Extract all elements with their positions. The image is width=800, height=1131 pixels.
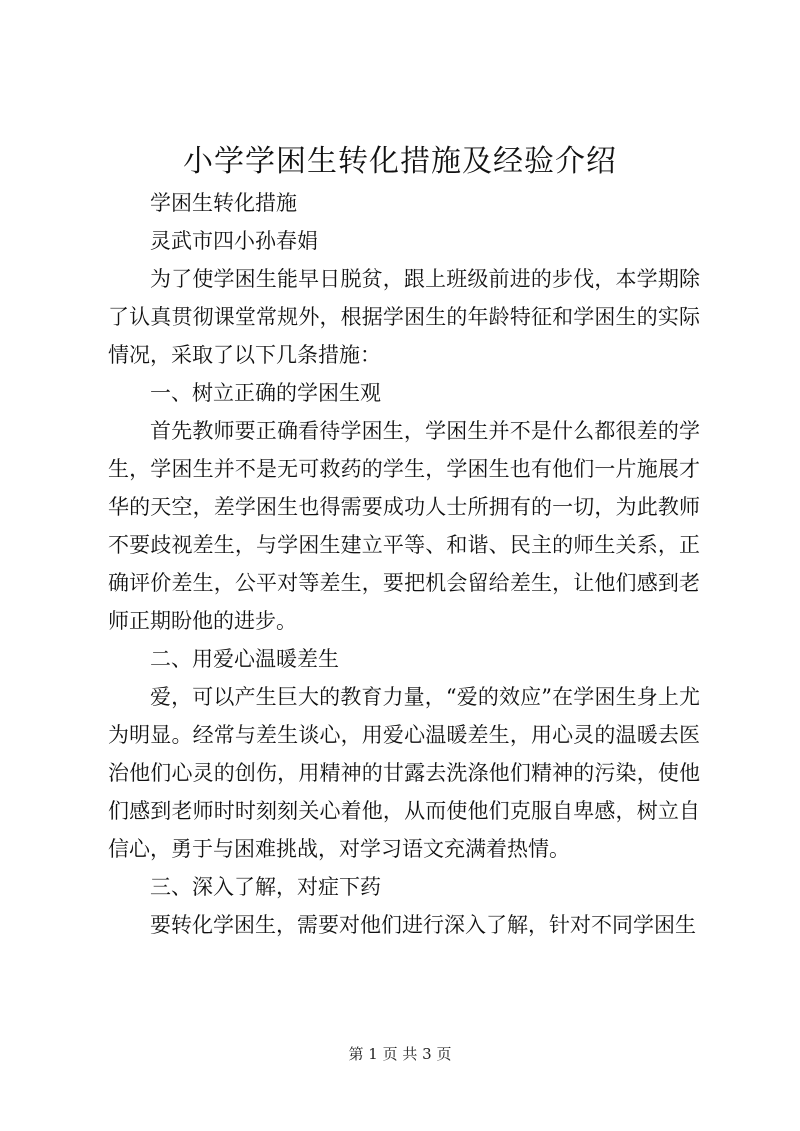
section-paragraph-2: 爱，可以产生巨大的教育力量，“爱的效应”在学困生身上尤为明显。经常与差生谈心，用爱心温暖差生，用心灵的温暖去医治他们心灵的创伤，用精神的甘露去洗涤他们精神的污染，使他们感到老师时时刻刻关心着他，从而使他们克服自卑感，树立自信心，勇于与困难挑战，对学习语文充满着热情。: [108, 685, 700, 861]
page-number-footer: 第 1 页 共 3 页: [348, 1045, 452, 1063]
document-subtitle: 学困生转化措施: [150, 191, 297, 215]
section-heading-1: 一、树立正确的学困生观: [150, 381, 381, 405]
section-paragraph-3: 要转化学困生，需要对他们进行深入了解，针对不同学困生: [150, 913, 696, 937]
intro-paragraph: 为了使学困生能早日脱贫，跟上班级前进的步伐，本学期除了认真贯彻课堂常规外，根据学困生的年龄特征和学困生的实际情况，采取了以下几条措施：: [108, 267, 700, 367]
section-heading-2: 二、用爱心温暖差生: [150, 647, 339, 671]
document-body: [108, 184, 700, 944]
section-paragraph-1: 首先教师要正确看待学困生，学困生并不是什么都很差的学生，学困生并不是无可救药的学生，学困生也有他们一片施展才华的天空，差学困生也得需要成功人士所拥有的一切，为此教师不要歧视差生，与学困生建立平等、和谐、民主的师生关系，正确评价差生，公平对等差生，要把机会留给差生，让他们感到老师正期盼他的进步。: [108, 419, 700, 633]
document-title: 小学学困生转化措施及经验介绍: [183, 144, 617, 179]
section-heading-3: 三、深入了解，对症下药: [150, 875, 381, 899]
document-author: 灵武市四小孙春娟: [150, 229, 318, 253]
